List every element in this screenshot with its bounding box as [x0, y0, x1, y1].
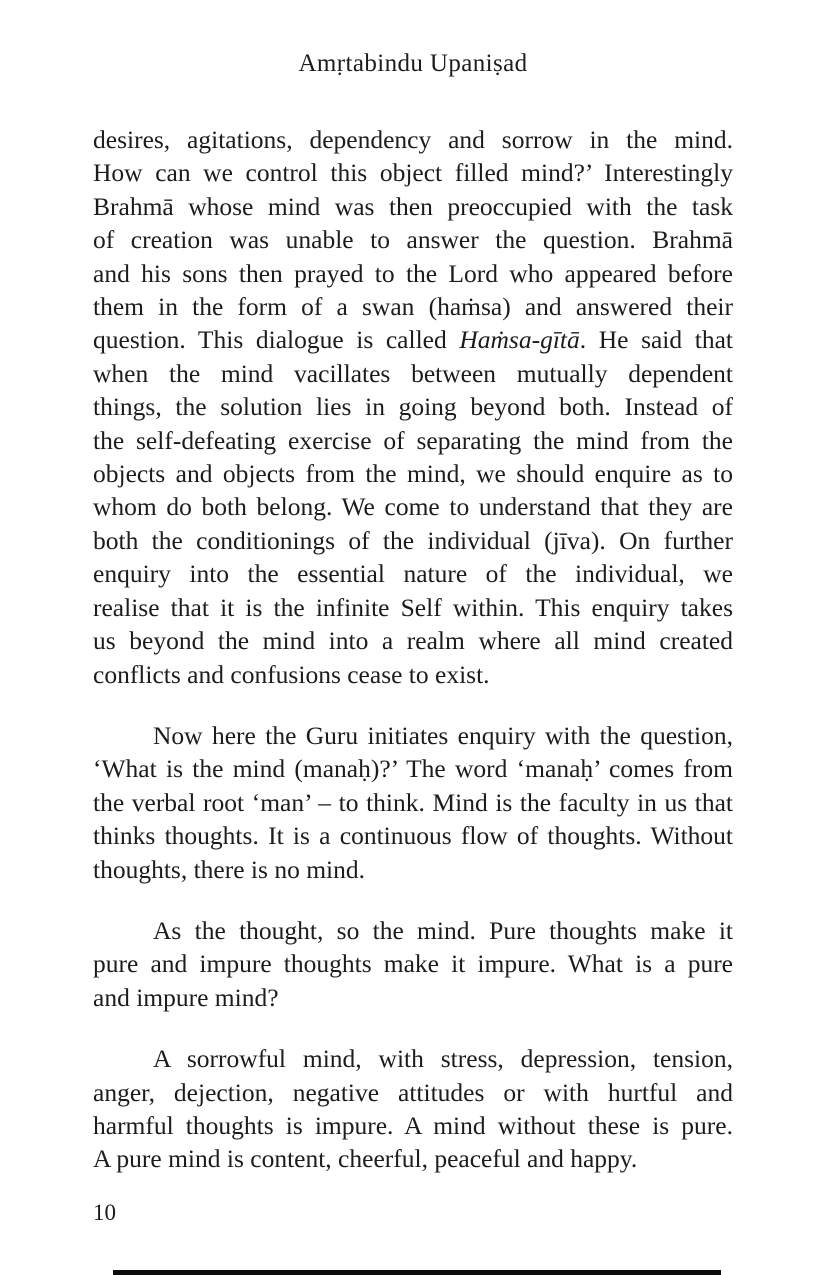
italic-term: Haṁsa-gītā: [459, 325, 580, 355]
text-line: us beyond the mind into a realm where all mind created: [93, 626, 733, 656]
text-line: when the mind vacillates between mutually dependent: [93, 358, 733, 388]
text-line: things, the solution lies in going beyond both. Instead of: [93, 392, 733, 422]
text-line: and his sons then prayed to the Lord who appeared before: [93, 258, 733, 288]
page-content: [0, 48, 825, 1228]
text-line: anger, dejection, negative attitudes or with hurtful and: [93, 1077, 733, 1107]
text-line: both the conditionings of the individual (jīva). On further: [93, 525, 733, 555]
text-line: the verbal root ‘man’ – to think. Mind is the faculty in us that: [93, 787, 733, 817]
page-number: 10: [93, 1199, 116, 1225]
paragraph: [93, 719, 733, 886]
text-line: objects and objects from the mind, we should enquire as to: [93, 459, 733, 489]
text-line: conflicts and confusions cease to exist.: [93, 659, 490, 689]
page-title: Amṛtabindu Upaniṣad: [298, 50, 528, 77]
text-line: and impure mind?: [93, 982, 279, 1012]
text-line: realise that it is the infinite Self within. This enquiry takes: [93, 592, 733, 622]
text-line: question. This dialogue is called Haṁsa-gītā. He said that: [93, 325, 733, 355]
text-line: Brahmā whose mind was then preoccupied with the task: [93, 191, 733, 221]
paragraph: [93, 123, 733, 691]
text-line: A sorrowful mind, with stress, depression, tension,: [153, 1044, 733, 1074]
paragraph: [93, 1042, 733, 1176]
text-line: the self-defeating exercise of separating the mind from the: [93, 425, 733, 455]
scan-bottom-edge-bar: [113, 1270, 721, 1275]
text-line: enquiry into the essential nature of the individual, we: [93, 559, 733, 589]
body-text: [93, 123, 733, 1176]
text-line: ‘What is the mind (manaḥ)?’ The word ‘manaḥ’ comes from: [93, 754, 733, 784]
paragraph: [93, 914, 733, 1014]
text-line: pure and impure thoughts make it impure. What is a pure: [93, 949, 733, 979]
text-line: them in the form of a swan (haṁsa) and answered their: [93, 292, 733, 322]
text-line: of creation was unable to answer the question. Brahmā: [93, 225, 733, 255]
text-line: thinks thoughts. It is a continuous flow of thoughts. Without: [93, 821, 733, 851]
text-line: As the thought, so the mind. Pure thoughts make it: [153, 915, 733, 945]
text-line: Now here the Guru initiates enquiry with the question,: [153, 720, 733, 750]
text-line: A pure mind is content, cheerful, peaceful and happy.: [93, 1144, 638, 1174]
text-line: whom do both belong. We come to understand that they are: [93, 492, 733, 522]
text-line: desires, agitations, dependency and sorrow in the mind.: [93, 125, 733, 154]
text-line: harmful thoughts is impure. A mind without these is pure.: [93, 1110, 733, 1140]
text-line: thoughts, there is no mind.: [93, 854, 365, 884]
text-line: How can we control this object filled mind?’ Interestingly: [93, 158, 733, 188]
